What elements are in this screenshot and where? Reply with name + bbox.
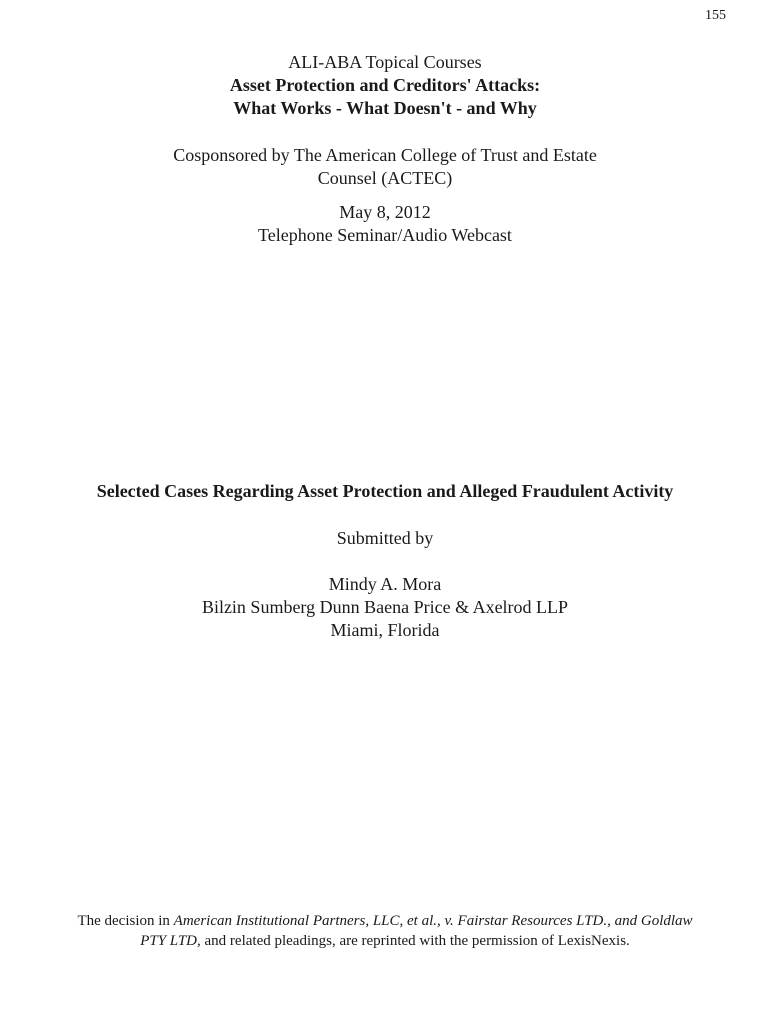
author-block <box>0 573 770 642</box>
series-name: ALI-ABA Topical Courses <box>288 52 482 72</box>
permission-line1 <box>0 911 770 931</box>
event-format: Telephone Seminar/Audio Webcast <box>258 225 512 245</box>
cosponsor <box>0 144 770 190</box>
author-firm: Bilzin Sumberg Dunn Baena Price & Axelrod LLP <box>201 597 569 617</box>
permission-notice <box>0 911 770 951</box>
paper-title: Selected Cases Regarding Asset Protection and Alleged Fraudulent Activity <box>96 481 674 501</box>
cosponsor-line1: Cosponsored by The American College of Trust and Estate <box>173 145 597 165</box>
permission-prefix: The decision in <box>77 913 174 929</box>
paper-title-block <box>0 480 770 503</box>
page-number: 155 <box>705 8 726 23</box>
cosponsor-line2: Counsel (ACTEC) <box>317 168 453 188</box>
event-date: May 8, 2012 <box>339 202 431 222</box>
course-title-line1: Asset Protection and Creditors' Attacks: <box>229 75 541 95</box>
permission-line2 <box>0 931 770 951</box>
case-name-part1: American Institutional Partners, LLC, et al., v. Fairstar Resources LTD., and Goldlaw <box>173 913 693 929</box>
submitted-by-label: Submitted by <box>336 528 434 548</box>
course-title-line2: What Works - What Doesn't - and Why <box>233 98 537 118</box>
author-name: Mindy A. Mora <box>328 574 442 594</box>
permission-suffix: , and related pleadings, are reprinted with the permission of LexisNexis. <box>197 933 630 949</box>
event-info <box>0 201 770 247</box>
case-name-part2: PTY LTD <box>140 933 198 949</box>
submitted-by-block <box>0 527 770 550</box>
author-location: Miami, Florida <box>330 620 440 640</box>
course-header <box>0 51 770 120</box>
